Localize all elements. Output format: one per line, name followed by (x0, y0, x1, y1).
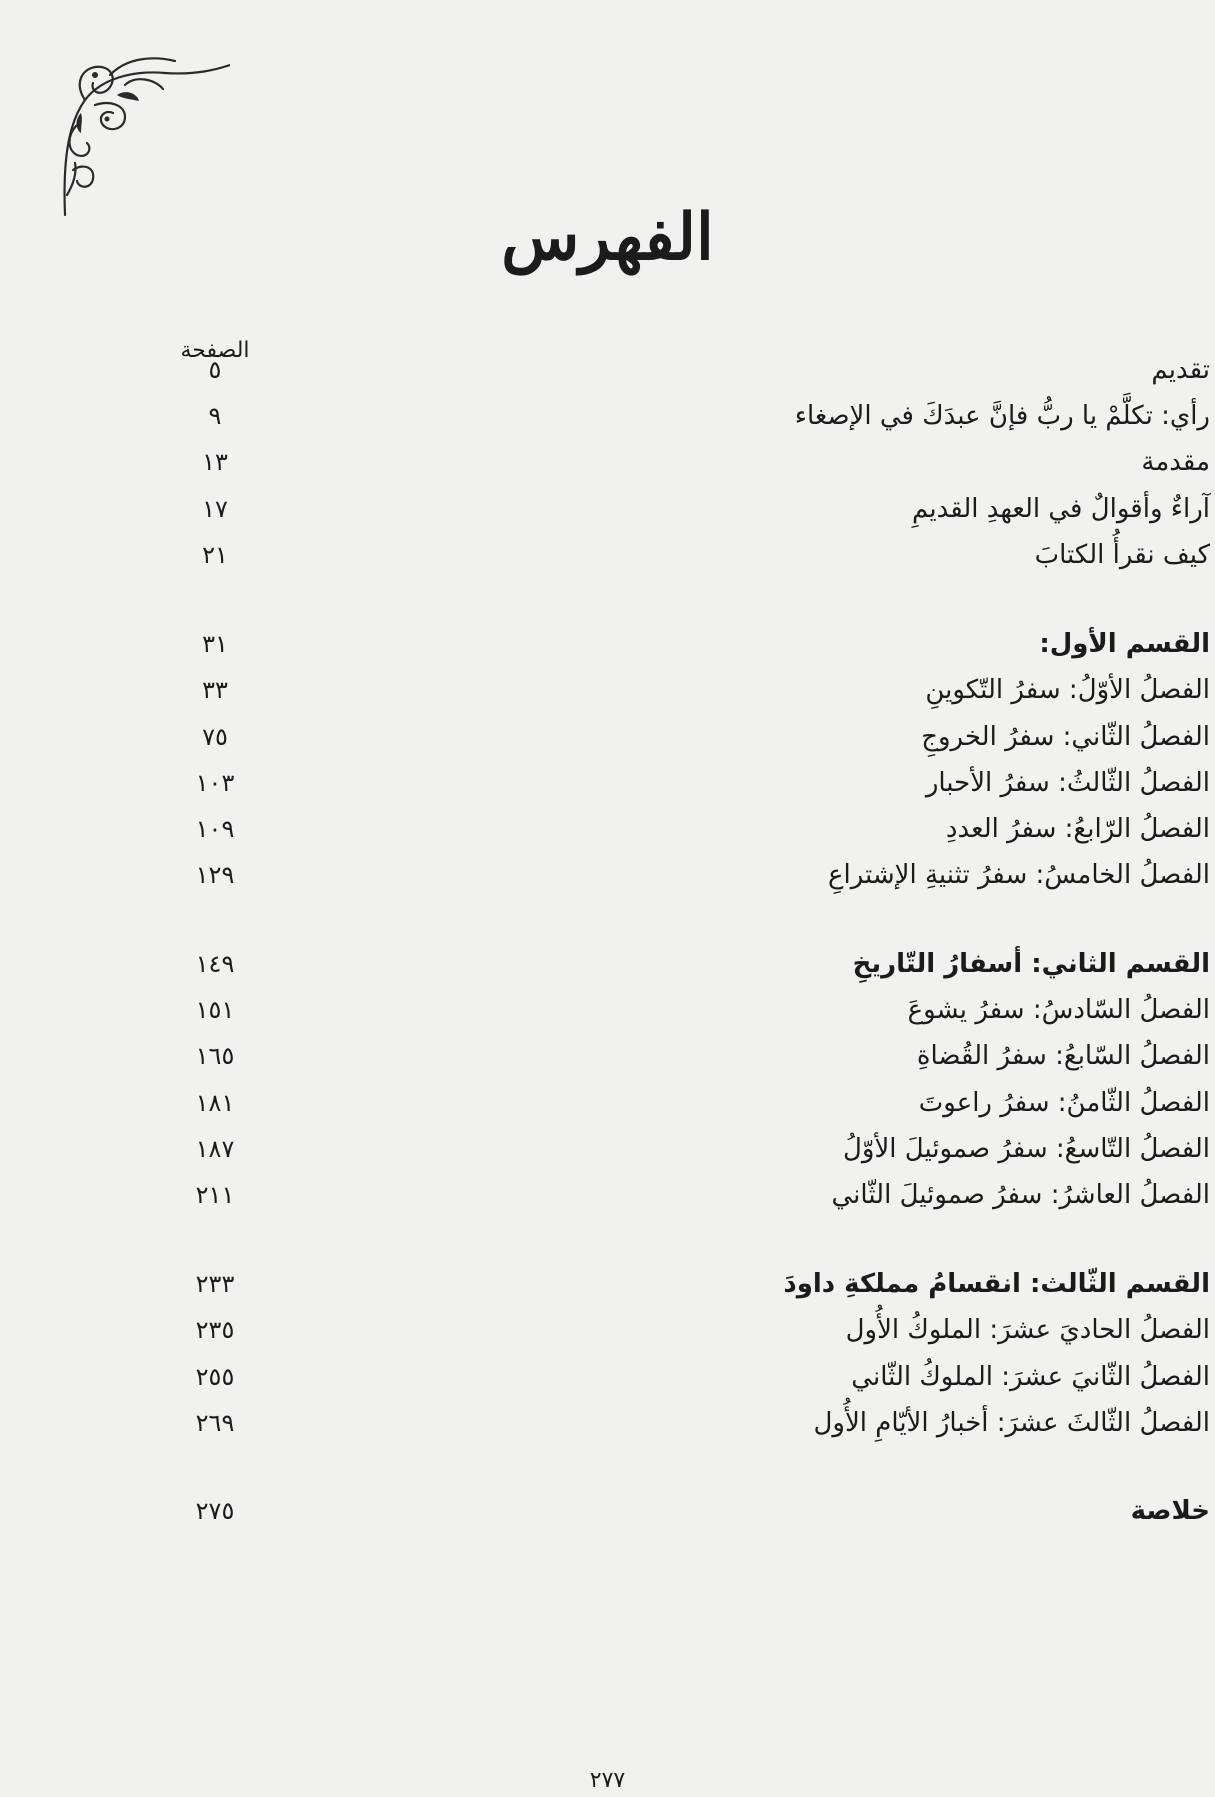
entry-title: الفصلُ الحاديَ عشرَ: الملوكُ الأُول (845, 1315, 1210, 1345)
page-number: ١٨١ (195, 1089, 235, 1117)
toc-entry (150, 533, 1210, 577)
page-number: ٢٥٥ (195, 1363, 235, 1391)
page-number: ٣٣ (202, 676, 228, 704)
toc-entry (150, 1401, 1210, 1445)
page-number: ٥ (208, 356, 222, 384)
page-number: ١٠٣ (195, 769, 235, 797)
toc-entry (150, 942, 1210, 986)
entry-title: الفصلُ العاشرُ: سفرُ صموئيلَ الثّاني (831, 1180, 1210, 1210)
entry-title: الفصلُ الثّاني: سفرُ الخروجِ (921, 722, 1210, 752)
entry-title: الفصلُ الرّابعُ: سفرُ العددِ (945, 814, 1210, 844)
page-number: ٣١ (202, 630, 228, 658)
toc-entry (150, 1355, 1210, 1399)
toc-entry (150, 394, 1210, 438)
section-title: القسم الثّالث: انقسامُ مملكةِ داودَ (783, 1269, 1210, 1299)
toc-entry (150, 1262, 1210, 1306)
section-title: خلاصة (1130, 1496, 1210, 1526)
page-number: ١٤٩ (195, 950, 235, 978)
page-number: ١٥١ (195, 996, 235, 1024)
toc-entry (150, 1081, 1210, 1125)
page-number: ١٧ (202, 495, 228, 523)
entry-title: الفصلُ السّابعُ: سفرُ القُضاةِ (916, 1041, 1210, 1071)
entry-title: الفصلُ الأوّلُ: سفرُ التّكوينِ (925, 675, 1210, 705)
toc-entry (150, 1489, 1210, 1533)
toc-entry (150, 988, 1210, 1032)
toc-entry (150, 487, 1210, 531)
entry-title: رأي: تكلَّمْ يا ربُّ فإنَّ عبدَكَ في الإصغاء (794, 401, 1210, 431)
page-number: ٢٦٩ (195, 1409, 235, 1437)
toc-entry (150, 1173, 1210, 1217)
toc-entry (150, 715, 1210, 759)
page-number: ١٢٩ (195, 861, 235, 889)
toc-entry (150, 1034, 1210, 1078)
entry-title: تقديم (1151, 355, 1210, 385)
page-number: ٢٣٣ (195, 1270, 235, 1298)
entry-title: الفصلُ السّادسُ: سفرُ يشوعَ (907, 995, 1210, 1025)
entry-title: الفصلُ الثّامنُ: سفرُ راعوتَ (918, 1088, 1210, 1118)
entry-title: الفصلُ الثّانيَ عشرَ: الملوكُ الثّاني (851, 1362, 1210, 1392)
page-number: ١٨٧ (195, 1135, 235, 1163)
section-title: القسم الأول: (1039, 629, 1210, 659)
toc-entry (150, 853, 1210, 897)
section-title: القسم الثاني: أسفارُ التّاريخِ (852, 949, 1210, 979)
page-number: ١٦٥ (195, 1042, 235, 1070)
toc-entry (150, 440, 1210, 484)
page-number: ٢٣٥ (195, 1316, 235, 1344)
entry-title: الفصلُ التّاسعُ: سفرُ صموئيلَ الأوّلُ (843, 1134, 1210, 1164)
entry-title: آراءٌ وأقوالٌ في العهدِ القديمِ (912, 494, 1210, 524)
toc-entry (150, 761, 1210, 805)
entry-title: الفصلُ الثّالثُ: سفرُ الأحبار (925, 768, 1210, 798)
page-number: ٢١ (202, 541, 228, 569)
toc-entry (150, 1127, 1210, 1171)
entry-title: مقدمة (1141, 447, 1210, 477)
page-number: ٢١١ (195, 1181, 235, 1209)
entry-title: الفصلُ الثّالثَ عشرَ: أخبارُ الأيّامِ الأُول (813, 1408, 1210, 1438)
page-number: ٧٥ (202, 723, 228, 751)
entry-title: كيف نقرأُ الكتابَ (1034, 540, 1210, 570)
page-number: ١٠٩ (195, 815, 235, 843)
page-number: ١٣ (202, 448, 228, 476)
entry-title: الفصلُ الخامسُ: سفرُ تثنيةِ الإشتراعِ (827, 860, 1210, 890)
page-number: ٩ (208, 402, 222, 430)
page-title: الفهرس (501, 200, 714, 275)
footer-page-number: ٢٧٧ (589, 1768, 626, 1793)
corner-flourish-icon (55, 45, 230, 220)
toc-entry (150, 1308, 1210, 1352)
page-number: ٢٧٥ (195, 1497, 235, 1525)
page-column-header: الصفحة (180, 338, 250, 363)
toc-entry (150, 622, 1210, 666)
toc-entry (150, 348, 1210, 392)
toc-entry (150, 668, 1210, 712)
toc-entry (150, 807, 1210, 851)
